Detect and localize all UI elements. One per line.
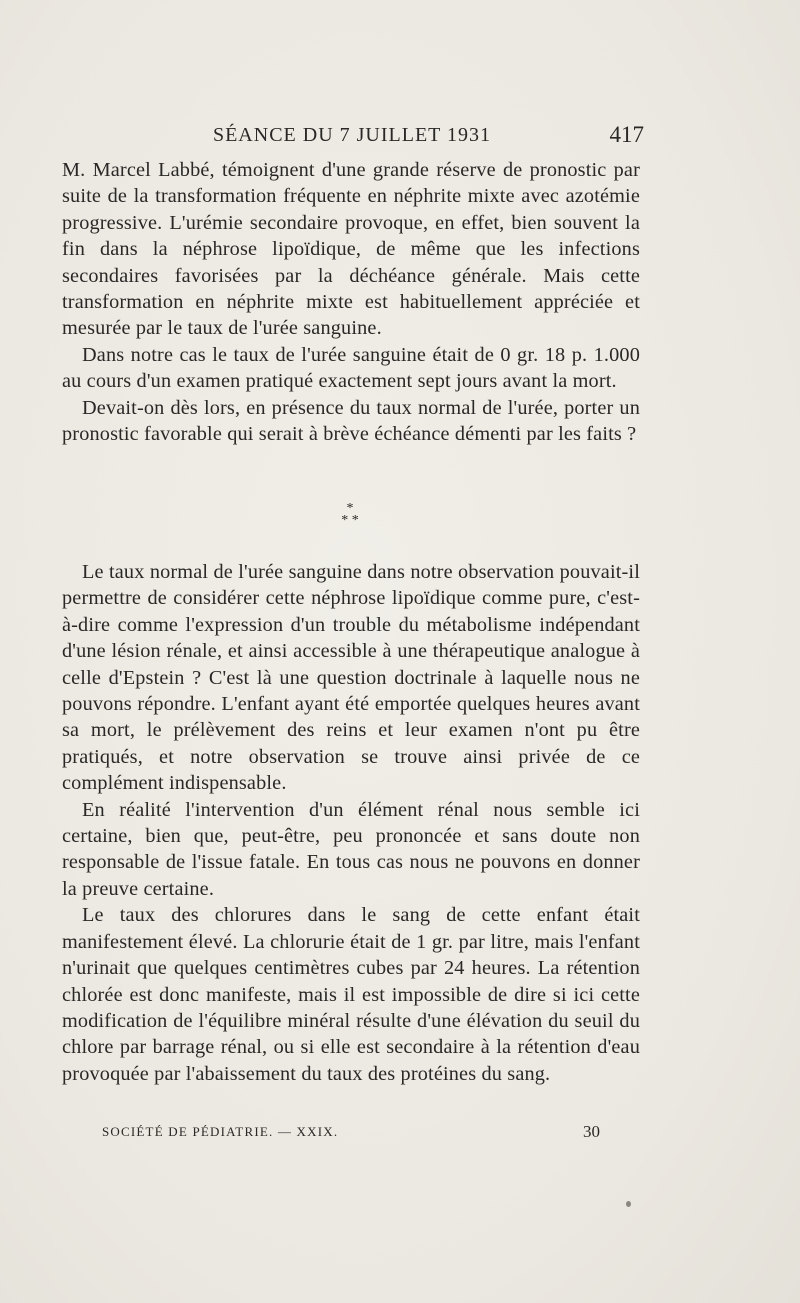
page-footer [102, 1122, 600, 1144]
signature-mark: SOCIÉTÉ DE PÉDIATRIE. — XXIX. [102, 1124, 339, 1139]
paragraph: M. Marcel Labbé, témoignent d'une grande réserve de pronostic par suite de la transformation fréquente en néphrite mixte avec azotémie progressive. L'urémie secondaire provoque, en effet, bien souvent la fin dans la néphrose lipoïdique, de même que les infections secondaires favorisées par la déchéance générale. Mais cette transformation en néphrite mixte est habituellement appréciée et mesurée par le taux de l'urée sanguine. [62, 159, 640, 340]
ink-speck [626, 1201, 631, 1207]
asterism-bottom: * * [341, 513, 359, 528]
second-section [62, 559, 640, 1087]
first-section [62, 157, 640, 447]
section-separator-asterism [330, 503, 370, 527]
paragraph: Le taux normal de l'urée sanguine dans notre observation pouvait-il permettre de considérer cette néphrose lipoïdique comme pure, c'est-à-dire comme l'expression d'un trouble du métabolisme indépendant d'une lésion rénale, et ainsi accessible à une thérapeutique analogue à celle d'Epstein ? C'est là une question doctrinale à laquelle nous ne pouvons répondre. L'enfant ayant été emportée quelques heures avant sa mort, le prélèvement des reins et leur examen n'ont pu être pratiqués, et notre observation se trouve ainsi privée de ce complément indispensable. [62, 561, 640, 795]
running-header [60, 120, 644, 154]
asterism-top: * [346, 501, 354, 516]
page-number: 417 [609, 122, 644, 147]
running-title: SÉANCE DU 7 JUILLET 1931 [212, 124, 492, 146]
paragraph: Dans notre cas le taux de l'urée sanguine était de 0 gr. 18 p. 1.000 au cours d'un examen pratiqué exactement sept jours avant la mort. [62, 343, 640, 393]
sheet-number: 30 [583, 1122, 600, 1141]
paragraph: En réalité l'intervention d'un élément rénal nous semble ici certaine, bien que, peut-être, peu prononcée et sans doute non responsable de l'issue fatale. En tous cas nous ne pouvons en donner la preuve certaine. [62, 798, 640, 900]
paragraph: Devait-on dès lors, en présence du taux normal de l'urée, porter un pronostic favorable qui serait à brève échéance démenti par les faits ? [62, 396, 640, 446]
paragraph: Le taux des chlorures dans le sang de cette enfant était manifestement élevé. La chlorurie était de 1 gr. par litre, mais l'enfant n'urinait que quelques centimètres cubes par 24 heures. La rétention chlorée est donc manifeste, mais il est impossible de dire si ici cette modification de l'équilibre minéral résulte d'une élévation du seuil du chlore par barrage rénal, ou si elle est secondaire à la rétention d'eau provoquée par l'abaissement du taux des protéines du sang. [62, 904, 640, 1085]
